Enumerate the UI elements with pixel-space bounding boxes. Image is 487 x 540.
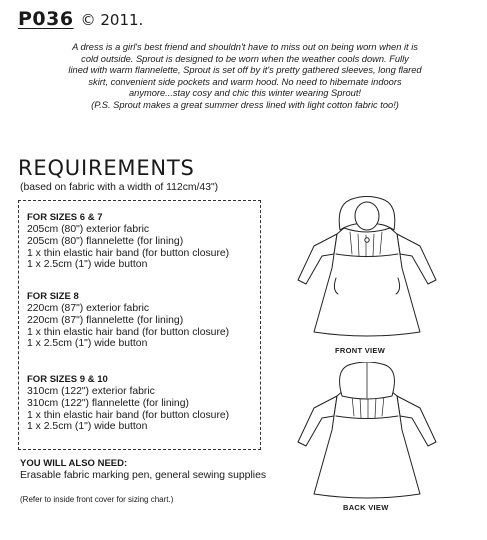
group-title: FOR SIZES 9 & 10	[27, 374, 108, 385]
requirement-item: 1 x thin elastic hair band (for button closure)	[27, 326, 230, 338]
requirement-item: 1 x thin elastic hair band (for button closure)	[27, 409, 230, 421]
back-view-illustration	[292, 362, 442, 502]
pattern-header	[18, 8, 143, 34]
requirement-item: 220cm (87") flannelette (for lining)	[27, 314, 184, 326]
front-view-illustration	[292, 196, 442, 346]
requirement-item: 205cm (80") flannelette (for lining)	[27, 235, 184, 247]
requirements-title: REQUIREMENTS	[18, 156, 195, 180]
requirement-item: 310cm (122") flannelette (for lining)	[27, 397, 189, 409]
also-needed-title: YOU WILL ALSO NEED:	[20, 458, 128, 469]
intro-line: A dress is a girl's best friend and shouldn't have to miss out on being worn when it is	[72, 42, 418, 52]
requirement-item: 220cm (87") exterior fabric	[27, 303, 150, 314]
requirements-group-sizes-9-10	[27, 373, 229, 433]
intro-line: skirt, convenient side pockets and warm hood. No need to hibernate indoors	[88, 76, 402, 87]
requirements-group-sizes-6-7	[27, 211, 229, 271]
intro-line: lined with warm flannelette, Sprout is set off by it's pretty gathered sleeves, long flared	[68, 65, 422, 76]
also-needed-section	[20, 458, 266, 482]
requirement-item: 1 x 2.5cm (1") wide button	[27, 338, 148, 350]
also-needed-text: Erasable fabric marking pen, general sewing supplies	[20, 470, 267, 481]
intro-paragraph	[22, 42, 468, 112]
requirements-subtitle: (based on fabric with a width of 112cm/43")	[20, 182, 219, 193]
requirement-item: 1 x thin elastic hair band (for button closure)	[27, 247, 230, 259]
back-view-label: BACK VIEW	[343, 503, 389, 512]
intro-line: anymore...stay cosy and chic this winter wearing Sprout!	[128, 88, 361, 99]
group-title: FOR SIZE 8	[27, 291, 79, 302]
intro-line: cold outside. Sprout is designed to be worn when the weather cools down. Fully	[81, 53, 409, 64]
requirements-group-size-8	[27, 290, 229, 350]
requirement-item: 1 x 2.5cm (1") wide button	[27, 259, 148, 271]
pattern-code: P036	[18, 8, 74, 30]
front-view-label: FRONT VIEW	[335, 346, 386, 355]
intro-line: (P.S. Sprout makes a great summer dress lined with light cotton fabric too!)	[91, 99, 399, 110]
copyright-notice: © 2011.	[80, 11, 144, 29]
requirement-item: 1 x 2.5cm (1") wide button	[27, 421, 148, 433]
requirements-box	[18, 200, 261, 450]
requirement-item: 205cm (80") exterior fabric	[27, 224, 150, 235]
group-title: FOR SIZES 6 & 7	[27, 212, 103, 223]
requirement-item: 310cm (122") exterior fabric	[27, 386, 155, 397]
sizing-note: (Refer to inside front cover for sizing chart.)	[20, 495, 174, 504]
